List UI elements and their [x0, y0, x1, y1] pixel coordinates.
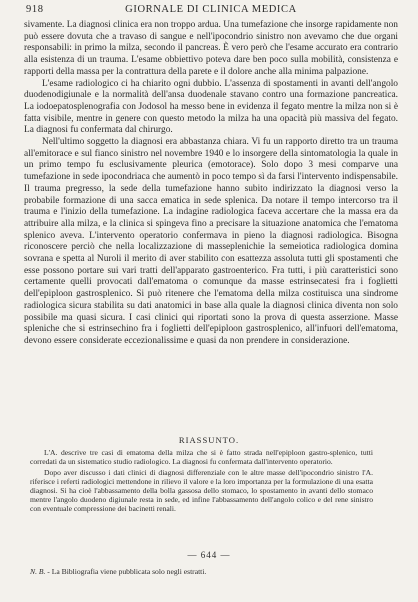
summary-heading: RIASSUNTO.: [178, 435, 240, 445]
note-label: N. B.: [30, 567, 46, 576]
footer-page-number: — 644 —: [187, 550, 231, 560]
body-paragraph: sivamente. La diagnosi clinica era non troppo ardua. Una tumefazione che insorge rapidamente non può essere dovuta che a travaso di sangue e nell'ipocondrio sinistro non avevamo che due organi responsabili: in primo la milza, secondo il pancreas. È vero però che l'esame accurato era contrario alla esistenza di un trauma. L'esame obbiettivo poteva dare ben poco sulla mobilità, consistenza e rapporti della massa per la contrattura della parete e il dolore anche alla minima palpazione.: [24, 20, 398, 77]
body-paragraph: L'esame radiologico ci ha chiarito ogni dubbio. L'assenza di spostamenti in avanti dell'angolo duodenodigiunale e la normalità dell'ansa duodenale stavano contro una formazione pancreatica. La iodoepatosplenografia con Jodosol ha messo bene in evidenza il fegato mentre la milza non si è fatta visibile, mentre in genere con questo metodo la milza ha una opacità più massiva del fegato. La diagnosi fu confermata dal chirurgo.: [24, 78, 398, 136]
running-header: [26, 4, 396, 18]
note-text: - La Bibliografia viene pubblicata solo negli estratti.: [45, 567, 207, 576]
header-page-number: 918: [26, 4, 44, 15]
article-body: [24, 20, 398, 348]
bibliography-note: [30, 567, 373, 576]
body-paragraph: Nell'ultimo soggetto la diagnosi era abbastanza chiara. Vi fu un rapporto diretto tra un trauma all'emitorace e sul fianco sinistro nel novembre 1940 e lo insorgere della sintomatologia la quale in un primo tempo fu esclusivamente pleurica (emotorace). Solo dopo 3 mesi comparve una tumefazione in sede ipocondriaca che aumentò in poco tempo sì da farsi l'intervento indispensabile. Il trauma pregresso, la sede della tumefazione hanno subito indirizzato la diagnosi verso la probabile formazione di una sacca ematica in sede splenica. Da notare il tempo intercorso tra il trauma e l'inizio della tumefazione. La indagine radiologica faceva accertare che la massa era da attribuire alla milza, e la clinica si spingeva fino a precisare la situazione anatomica che l'ematoma splenico aveva. L'intervento operatorio confermava in pieno la diagnosi radiologica. Bisogna riconoscere perciò che nella localizzazione di masseplenichie la semeiotica radiologica domina sovrana e spetta al Nuroli il merito di aver stabilito con esattezza assoluta tutti gli spostamenti che esse possono portare sui vari tratti dell'apparato gastroenterico. Fra tutti, i più caratteristici sono certamente quelli provocati dall'ematoma o comunque da masse estrinsecatesi fra i foglietti dell'epiploon gastrosplenico. Si può ritenere che l'ematoma della milza costituisca una sindrome radiologica sicura stabilita su dati anatomici in base alla quale la diagnosi clinica diventa non solo possibile ma quasi sicura. I casi clinici qui riportati sono la prova di questa asserzione. Masse spleniche che si estrinsechino fra i foglietti dell'epiploon gastrosplenico, all'infuori dell'ematoma, devono essere considerate eccezionalissime e quasi da non prendere in considerazione.: [24, 137, 398, 346]
summary-paragraph: Dopo aver discusso i dati clinici di diagnosi differenziale con le altre masse dell'ipocondrio sinistro l'A. riferisce i referti radiologici mettendone in rilievo il valore e la loro importanza per la formulazione di una esatta diagnosi. Si ha cioè l'abbassamento della bolla gassosa dello stomaco, lo spostamento in avanti dello stomaco mentre l'angolo duodeno digiunale resta in sede, ed infine l'abbassamento dell'angolo colico e del rene sinistro con eventuale compressione dei bacinetti renali.: [30, 468, 373, 513]
summary-paragraph: L'A. descrive tre casi di ematoma della milza che si è fatto strada nell'epiploon gastro-splenico, tutti corredati da un sistematico studio radiologico. La diagnosi fu confermata dall'intervento operatorio.: [30, 448, 373, 466]
journal-title: GIORNALE DI CLINICA MEDICA: [125, 4, 297, 15]
summary-text: [30, 448, 373, 515]
